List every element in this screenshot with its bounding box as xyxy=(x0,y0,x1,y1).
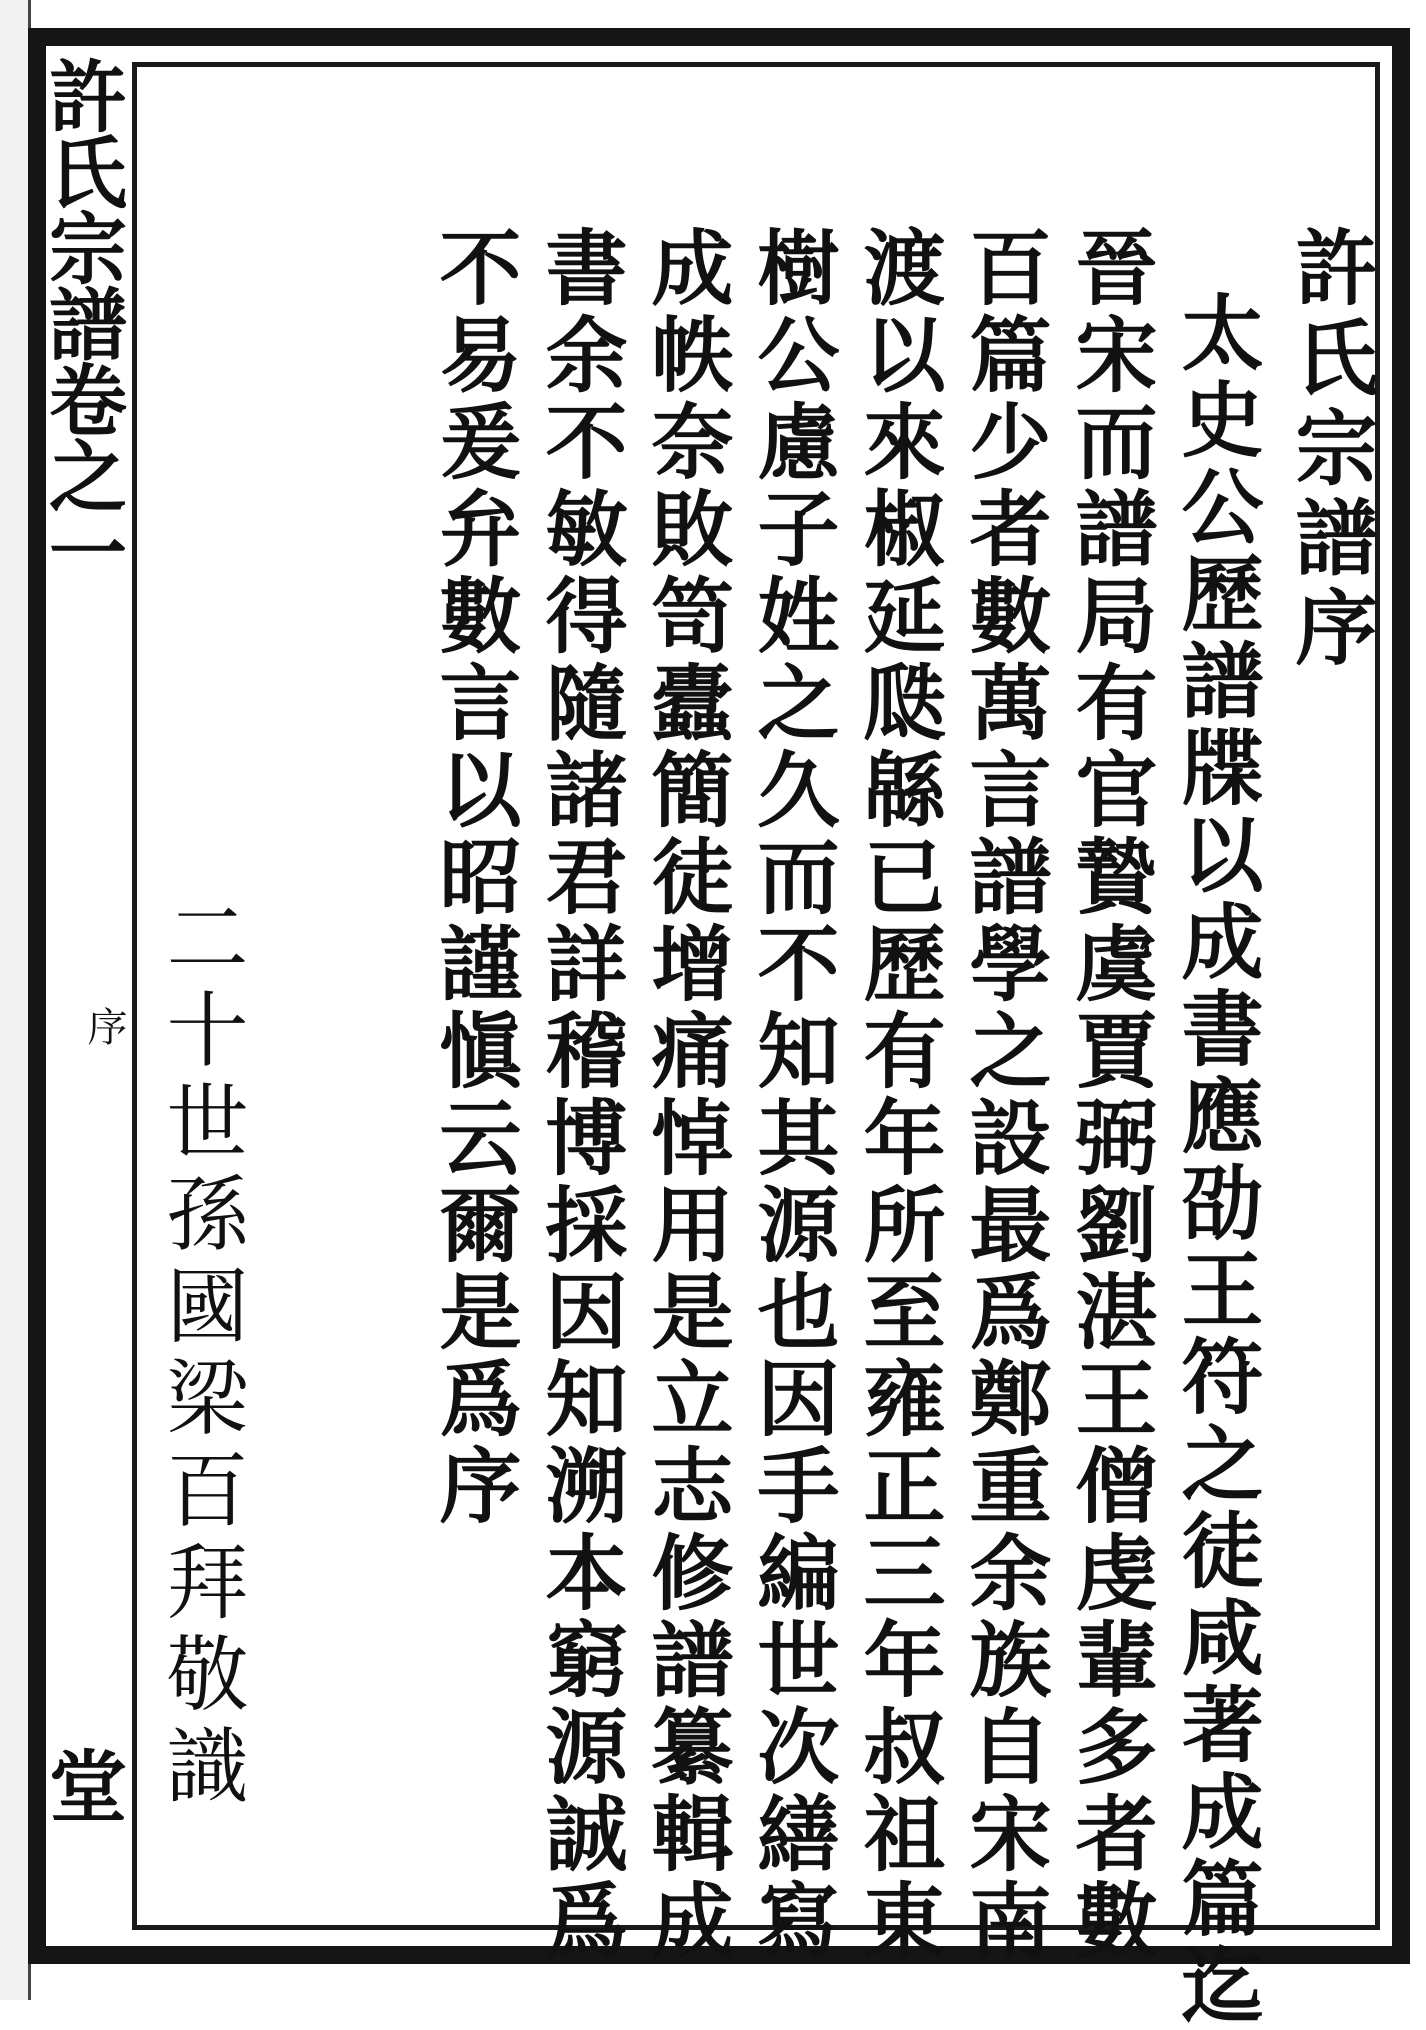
preface-column-4: 渡以來椒延瓞緜已歷有年所至雍正三年叔祖東 xyxy=(850,225,946,1965)
fold-column xyxy=(30,46,130,1946)
fold-volume-text: 卷之一 xyxy=(36,360,127,588)
fold-title-text: 許氏宗譜 xyxy=(36,56,127,360)
fold-book-title xyxy=(36,56,126,588)
preface-text-area xyxy=(153,225,1380,2030)
page-left-edge xyxy=(0,0,31,2000)
fold-section-marker: 序 xyxy=(81,1006,127,1046)
preface-column-6: 成帙奈敗笥蠹簡徒增痛悼用是立志修譜纂輯成 xyxy=(638,225,734,1965)
fold-hall-name: 堂 xyxy=(36,1746,127,1824)
preface-column-3: 百篇少者數萬言譜學之設最爲鄭重余族自宋南 xyxy=(956,225,1052,1965)
preface-column-5: 樹公慮子姓之久而不知其源也因手編世次繕寫 xyxy=(744,225,840,1965)
preface-signature: 二十世孫國梁百拜敬識 xyxy=(153,895,248,1815)
preface-column-2: 晉宋而譜局有官贄虞賈弼劉湛王僧虔輩多者數 xyxy=(1062,225,1158,1965)
preface-column-8: 不易爰弁數言以昭謹愼云爾是爲序 xyxy=(426,225,522,1530)
preface-column-7: 書余不敏得隨諸君詳稽博採因知溯本窮源誠爲 xyxy=(532,225,628,1965)
preface-column-1: 太史公歷譜牒以成書應劭王符之徒咸著成篇迄 xyxy=(1168,290,1264,2030)
preface-title: 許氏宗譜序 xyxy=(1282,225,1378,675)
